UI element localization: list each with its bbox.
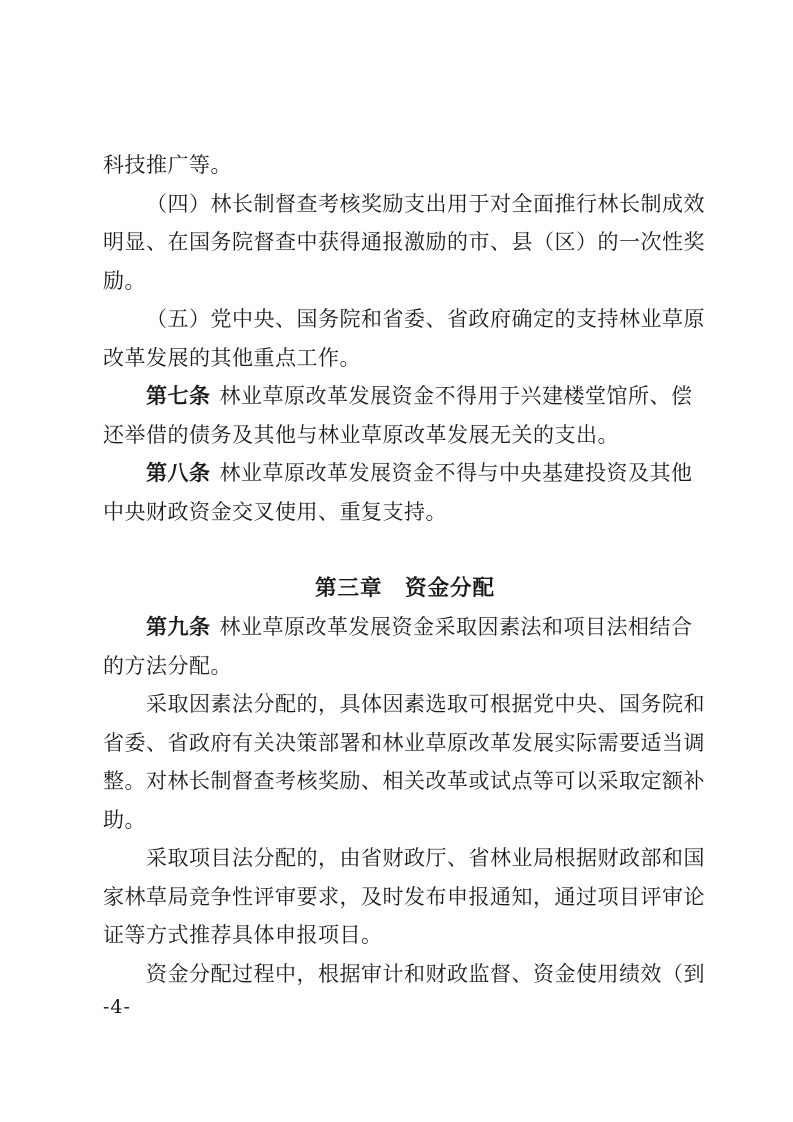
line-text: 明显、在国务院督查中获得通报激励的市、县（区）的一次性奖 [103,230,705,254]
line-text: 还举借的债务及其他与林业草原改革发展无关的支出。 [103,422,619,447]
body-line [103,223,707,262]
line-text: 的方法分配。 [103,653,232,678]
body-line [103,416,707,455]
body-line [103,493,707,532]
line-text: 林业草原改革发展资金不得用于兴建楼堂馆所、偿 [219,384,693,408]
line-text: 资金分配过程中，根据审计和财政监督、资金使用绩效（到 [146,961,705,986]
article-number: 第九条 [146,615,211,639]
body-line [103,801,707,840]
chapter-heading: 第三章 资金分配 [314,575,495,601]
body-line [103,262,707,301]
line-text: （五）党中央、国务院和省委、省政府确定的支持林业草原 [146,307,705,331]
body-line [103,185,707,224]
page-number: -4- [103,996,131,1018]
document-body [103,146,707,993]
body-line [103,300,707,339]
line-text: 林业草原改革发展资金采取因素法和项目法相结合 [219,615,693,639]
body-line [103,955,707,994]
line-text: 省委、省政府有关决策部署和林业草原改革发展实际需要适当调 [103,730,705,755]
line-text: （四）林长制督查考核奖励支出用于对全面推行林长制成效 [146,191,705,216]
line-text: 中央财政资金交叉使用、重复支持。 [103,499,447,524]
body-line [103,685,707,724]
body-line [103,146,707,185]
line-text: 科技推广等。 [103,153,232,177]
body-line [103,608,707,647]
article-number: 第八条 [146,461,211,485]
body-line [103,724,707,763]
article-number: 第七条 [146,384,211,408]
body-line [103,762,707,801]
body-line [103,839,707,878]
line-text: 整。对林长制督查考核奖励、相关改革或试点等可以采取定额补 [103,769,705,793]
line-text: 家林草局竞争性评审要求，及时发布申报通知，通过项目评审论 [103,884,705,909]
body-line [103,339,707,378]
body-line [103,878,707,917]
line-text: 采取因素法分配的，具体因素选取可根据党中央、国务院和 [146,692,705,716]
line-text: 采取项目法分配的，由省财政厅、省林业局根据财政部和国 [146,846,705,870]
line-text: 证等方式推荐具体申报项目。 [103,923,383,947]
line-text: 助。 [103,807,146,832]
body-line [103,916,707,955]
body-line [103,454,707,493]
line-text: 林业草原改革发展资金不得与中央基建投资及其他 [219,461,693,485]
body-line [103,647,707,686]
body-line [103,377,707,416]
blank-line [103,531,707,570]
line-text: 改革发展的其他重点工作。 [103,345,361,370]
line-text: 励。 [103,268,146,293]
